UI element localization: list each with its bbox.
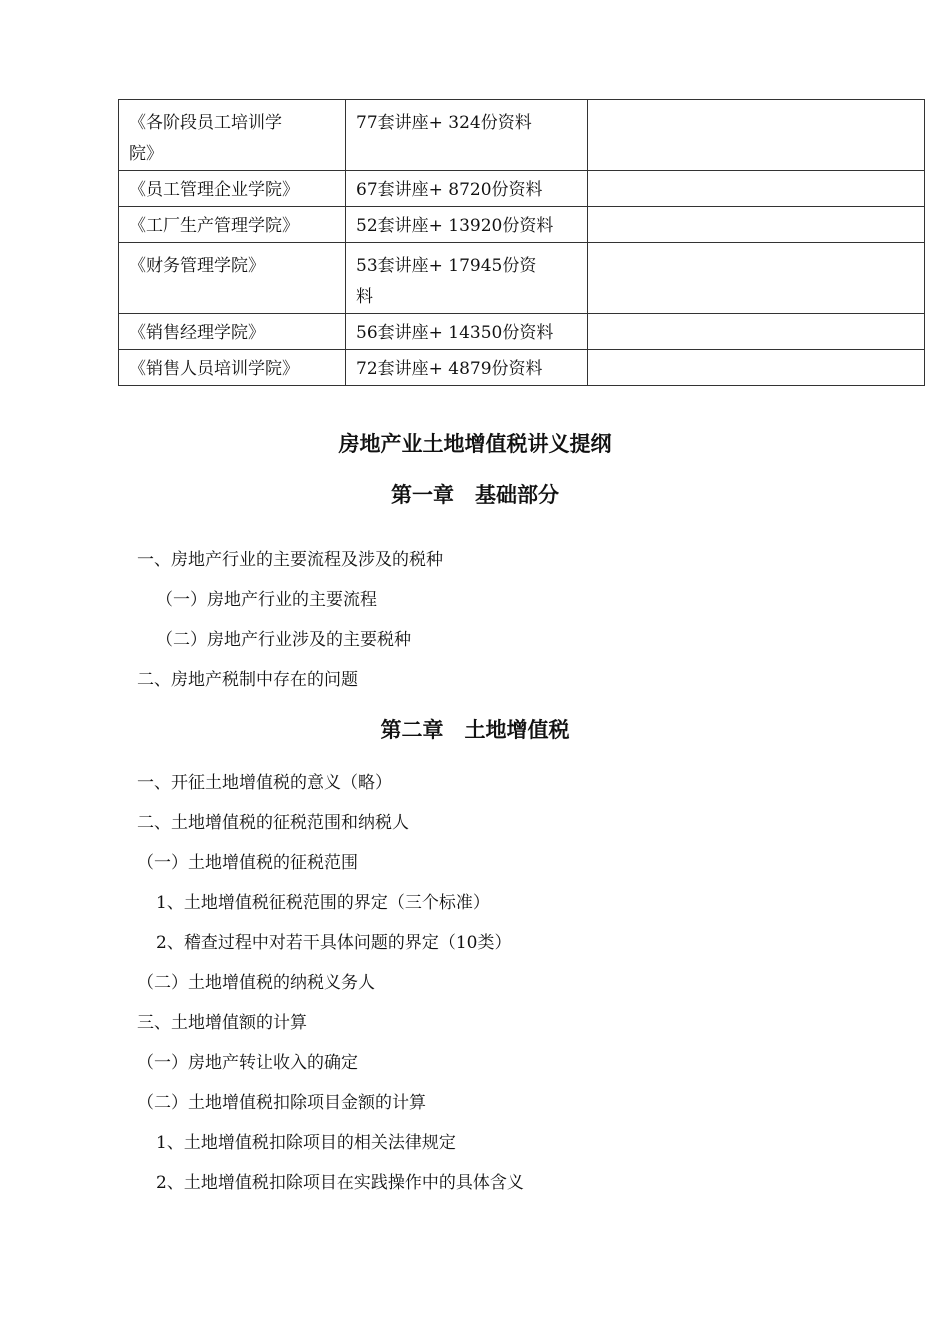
document-title: 房地产业土地增值税讲义提纲 [338,432,612,456]
table-cell-detail: 52套讲座+ 13920份资料 [346,207,588,243]
table-cell-note [588,350,925,386]
outline-line: （一）房地产行业的主要流程 [156,590,377,610]
outline-line: （一）土地增值税的征税范围 [137,853,358,873]
table-cell-name: 《各阶段员工培训学院》 [119,100,346,171]
outline-line: （二）土地增值税的纳税义务人 [137,973,375,993]
chapter-heading: 第一章 基础部分 [391,483,559,507]
outline-line: 二、土地增值税的征税范围和纳税人 [137,813,409,833]
table-cell-name: 《财务管理学院》 [119,243,346,314]
table-cell-note [588,171,925,207]
table-cell-note [588,243,925,314]
outline-line: （二）土地增值税扣除项目金额的计算 [137,1093,426,1113]
outline-line: 二、房地产税制中存在的问题 [137,670,358,690]
table-cell-note [588,100,925,171]
table-cell-note [588,207,925,243]
catalog-table-container [118,99,924,386]
outline-line: 1、土地增值税征税范围的界定（三个标准） [156,893,490,913]
outline-line: 三、土地增值额的计算 [137,1013,307,1033]
catalog-table [118,99,925,386]
table-row [119,100,925,171]
outline-line: 2、稽查过程中对若干具体问题的界定（10类） [156,933,512,953]
table-cell-detail: 77套讲座+ 324份资料 [346,100,588,171]
table-cell-detail: 56套讲座+ 14350份资料 [346,314,588,350]
table-cell-name: 《员工管理企业学院》 [119,171,346,207]
table-cell-name: 《销售经理学院》 [119,314,346,350]
table-cell-name: 《销售人员培训学院》 [119,350,346,386]
table-cell-name: 《工厂生产管理学院》 [119,207,346,243]
outline-line: 1、土地增值税扣除项目的相关法律规定 [156,1133,456,1153]
outline-line: （二）房地产行业涉及的主要税种 [156,630,411,650]
table-row [119,171,925,207]
table-cell-detail: 53套讲座+ 17945份资料 [346,243,588,314]
outline-line: 一、开征土地增值税的意义（略） [137,773,392,793]
table-cell-detail: 72套讲座+ 4879份资料 [346,350,588,386]
table-cell-note [588,314,925,350]
outline-line: （一）房地产转让收入的确定 [137,1053,358,1073]
outline-line: 2、土地增值税扣除项目在实践操作中的具体含义 [156,1173,524,1193]
table-cell-detail: 67套讲座+ 8720份资料 [346,171,588,207]
table-row [119,350,925,386]
table-row [119,207,925,243]
table-row [119,314,925,350]
table-row [119,243,925,314]
chapter-heading: 第二章 土地增值税 [380,718,570,742]
outline-line: 一、房地产行业的主要流程及涉及的税种 [137,550,443,570]
